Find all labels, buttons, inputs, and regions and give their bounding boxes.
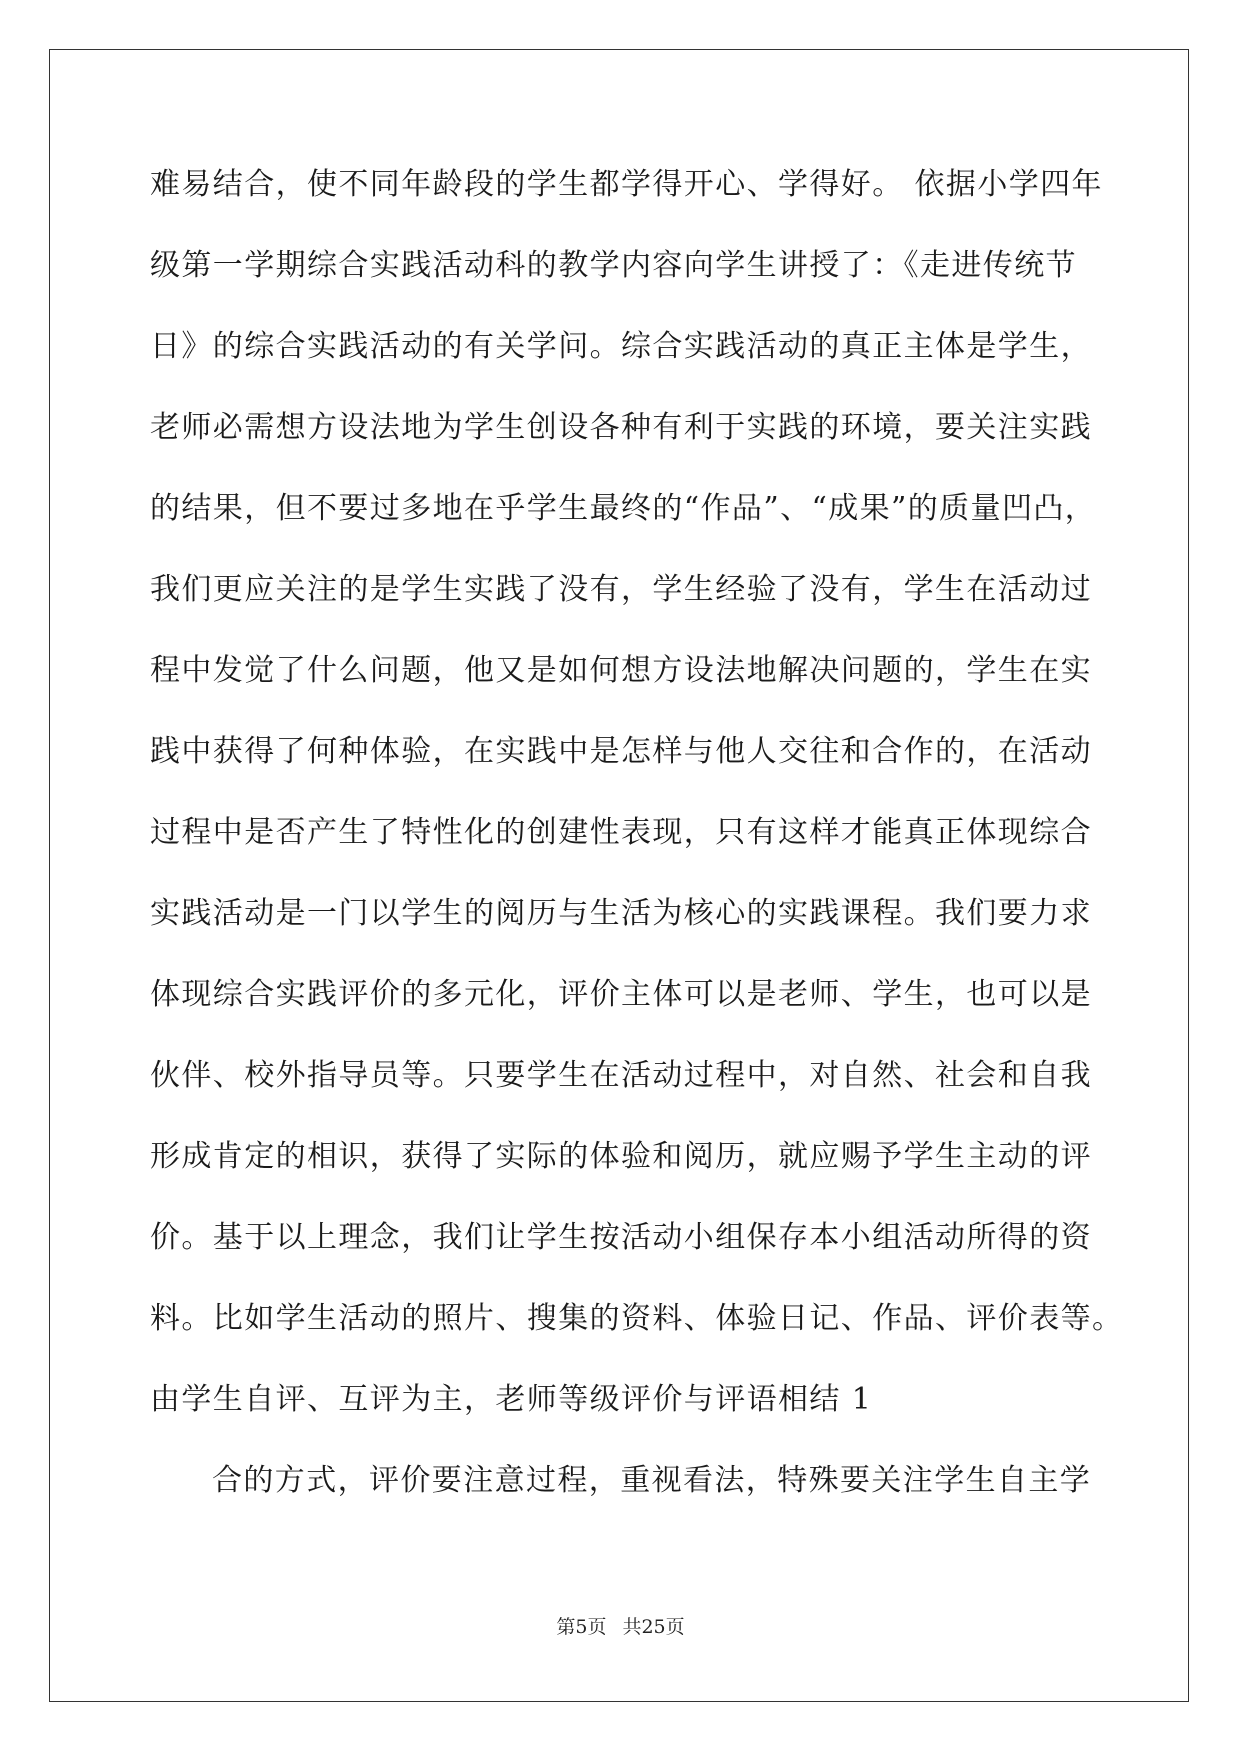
text-line: 实践活动是一门以学生的阅历与生活为核心的实践课程。我们要力求 [150, 896, 1092, 931]
page-number: 第5页 [556, 1616, 607, 1638]
text-line: 难易结合，使不同年龄段的学生都学得开心、学得好。 依据小学四年 [150, 167, 1103, 202]
text-line: 形成肯定的相识，获得了实际的体验和阅历，就应赐予学生主动的评 [150, 1139, 1092, 1174]
text-line: 程中发觉了什么问题，他又是如何想方设法地解决问题的，学生在实 [150, 653, 1092, 688]
text-line: 的结果，但不要过多地在乎学生最终的“作品”、“成果”的质量凹凸， [150, 491, 1097, 526]
document-body [150, 160, 1124, 1537]
text-line: 料。比如学生活动的照片、搜集的资料、体验日记、作品、评价表等。 [150, 1301, 1124, 1336]
text-line: 级第一学期综合实践活动科的教学内容向学生讲授了：《走进传统节 [150, 248, 1077, 283]
text-line: 价。基于以上理念，我们让学生按活动小组保存本小组活动所得的资 [150, 1220, 1092, 1255]
text-line: 老师必需想方设法地为学生创设各种有利于实践的环境，要关注实践 [150, 410, 1092, 445]
text-line: 我们更应关注的是学生实践了没有，学生经验了没有，学生在活动过 [150, 572, 1092, 607]
text-line: 过程中是否产生了特性化的创建性表现，只有这样才能真正体现综合 [150, 815, 1092, 850]
total-pages: 共25页 [622, 1616, 685, 1638]
text-line: 由学生自评、互评为主，老师等级评价与评语相结 1 [150, 1382, 873, 1417]
page-footer [0, 1612, 1241, 1639]
text-line: 日》的综合实践活动的有关学问。综合实践活动的真正主体是学生， [150, 329, 1092, 364]
text-line-indented: 合的方式，评价要注意过程，重视看法，特殊要关注学生自主学 [212, 1463, 1092, 1498]
text-line: 践中获得了何种体验，在实践中是怎样与他人交往和合作的，在活动 [150, 734, 1092, 769]
text-line: 体现综合实践评价的多元化，评价主体可以是老师、学生，也可以是 [150, 977, 1092, 1012]
text-line: 伙伴、校外指导员等。只要学生在活动过程中，对自然、社会和自我 [150, 1058, 1092, 1093]
